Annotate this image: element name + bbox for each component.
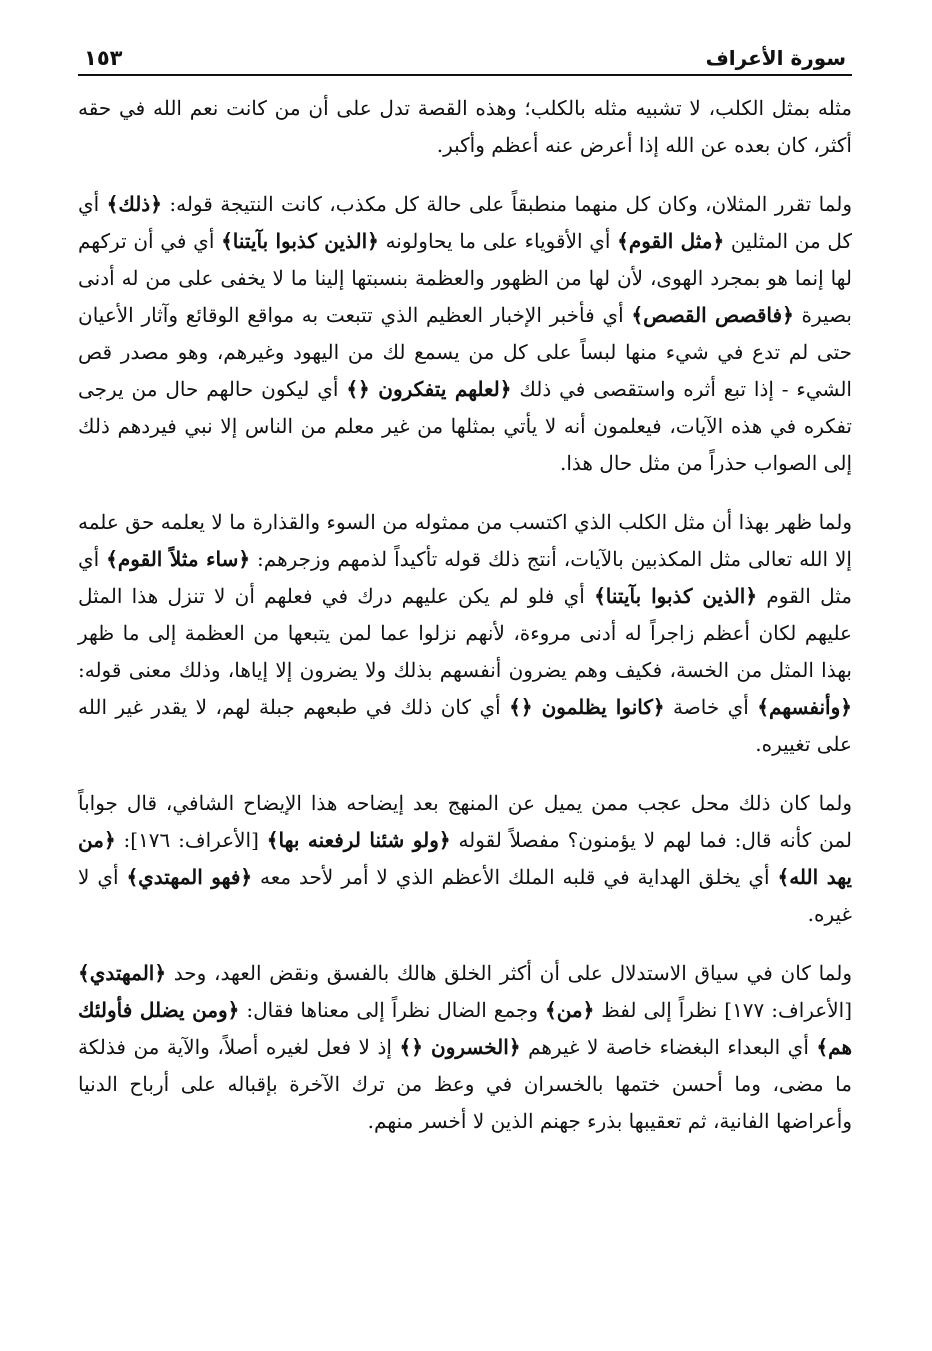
text-run: [الأعراف: ١٧٦]: — [115, 828, 267, 852]
text-run: أي في أن تركهم لها إنما هو بمجرد الهوى، لأن لها من الظهور والعظمة بنسبتها إلينا ما لا يخفى على من له أدنى بصيرة — [78, 229, 852, 327]
quran-quote: ﴿الخسرون ﴿﴾ — [399, 1035, 521, 1059]
paragraph — [78, 186, 852, 482]
text-run: أي فلو لم يكن عليهم درك في فعلهم أن لا تنزل هذا المثل عليهم لكان أعظم زاجراً له أدنى مروءة، لأنهم نزلوا عما لمن يتبعها من العظمة إلى ما ظهر بهذا المثل من الخسة، فكيف وهم يضرون أنفسهم بذلك ولا يضرون إلا إياها، وذلك معنى قوله: — [78, 584, 852, 682]
quran-quote: ﴿وأنفسهم﴾ — [757, 695, 852, 719]
text-run: [الأعراف: ١٧٧] نظراً إلى لفظ — [594, 998, 853, 1022]
quran-quote: ﴿من يهد الله﴾ — [78, 828, 852, 889]
quran-quote: ﴿فاقصص القصص﴾ — [631, 303, 794, 327]
quran-quote: ﴿مثل القوم﴾ — [617, 229, 725, 253]
page-body — [78, 76, 852, 1140]
text-run: أي مثل القوم — [78, 547, 852, 608]
quran-quote: ﴿كانوا يظلمون ﴿﴾ — [509, 695, 665, 719]
quran-quote: ﴿ولو شئنا لرفعنه بها﴾ — [266, 828, 451, 852]
quran-quote: ﴿المهتدي﴾ — [78, 961, 167, 985]
text-run: أي يخلق الهداية في قلبه الملك الأعظم الذي لا أمر لأحد معه — [252, 865, 778, 889]
quran-quote: ﴿من﴾ — [544, 998, 595, 1022]
quran-quote: ﴿الذين كذبوا بآيتنا﴾ — [594, 584, 758, 608]
page-number: ١٥٣ — [84, 46, 123, 70]
text-run: أي البعداء البغضاء خاصة لا غيرهم — [520, 1035, 817, 1059]
paragraph — [78, 955, 852, 1140]
text-run: ولما كان ذلك محل عجب ممن يميل عن المنهج بعد إيضاحه هذا الإيضاح الشافي، قال جواباً لمن كأنه قال: فما لهم لا يؤمنون؟ مفصلاً لقوله — [78, 791, 853, 852]
text-run: ولما ظهر بهذا أن مثل الكلب الذي اكتسب من ممثوله من السوء والقذارة ما لا يعلمه حق علمه إلا الله تعالى مثل المكذبين بالآيات، أنتج ذلك قوله تأكيداً لذمهم وزجرهم: — [78, 510, 852, 571]
text-run: أي فأخبر الإخبار العظيم الذي تتبعت به مواقع الوقائع وآثار الأعيان حتى لم تدع في شيء منها لبساً على كل من يسمع لك من اليهود وغيرهم، وهو مصدر قص الشيء - إذا تبع أثره واستقصى في ذلك — [78, 303, 852, 401]
quran-quote: ﴿فهو المهتدي﴾ — [126, 865, 253, 889]
paragraph — [78, 90, 852, 164]
text-run: أي خاصة — [664, 695, 758, 719]
text-run: إذ لا فعل لغيره أصلاً، والآية من فذلكة ما مضى، وما أحسن ختمها بالخسران في وعظ من ترك الآخرة بإقباله على أرباح الدنيا وأعراضها الفانية، ثم تعقيبها بذرء جهنم الذين لا أخسر منهم. — [78, 1035, 852, 1133]
text-run: أي ليكون حالهم حال من يرجى تفكره في هذه الآيات، فيعلمون أنه لا يأتي بمثلها من غير معلم من الناس إلا نبي فيردهم ذلك إلى الصواب حذراً من مثل حال هذا. — [78, 377, 853, 475]
page-header — [78, 36, 852, 76]
quran-quote: ﴿ساء مثلاً القوم﴾ — [106, 547, 251, 571]
text-run: ولما كان في سياق الاستدلال على أن أكثر الخلق هالك بالفسق ونقض العهد، وحد — [166, 961, 852, 985]
text-run: أي لا غيره. — [78, 865, 852, 926]
text-run: وجمع الضال نظراً إلى معناها فقال: — [239, 998, 545, 1022]
text-run: مثله بمثل الكلب، لا تشبيه مثله بالكلب؛ وهذه القصة تدل على أن من كانت نعم الله في حقه أكثر، كان بعده عن الله إذا أعرض عنه أعظم وأكبر. — [78, 96, 852, 157]
quran-quote: ﴿ومن يضلل فأولئك هم﴾ — [78, 998, 852, 1059]
quran-quote: ﴿ذلك﴾ — [106, 192, 162, 216]
text-run: أي الأقوياء على ما يحاولونه — [378, 229, 618, 253]
book-page — [78, 36, 852, 1326]
text-run: أي كل من المثلين — [78, 192, 853, 253]
quran-quote: ﴿الذين كذبوا بآيتنا﴾ — [221, 229, 379, 253]
quran-quote: ﴿لعلهم يتفكرون ﴿﴾ — [346, 377, 512, 401]
surah-title: سورة الأعراف — [705, 46, 846, 70]
text-run: أي كان ذلك في طبعهم جبلة لهم، لا يقدر غير الله على تغييره. — [78, 695, 852, 756]
text-run: ولما تقرر المثلان، وكان كل منهما منطبقاً على حالة كل مكذب، كانت النتيجة قوله: — [161, 192, 852, 216]
paragraph — [78, 785, 852, 933]
paragraph — [78, 504, 852, 763]
